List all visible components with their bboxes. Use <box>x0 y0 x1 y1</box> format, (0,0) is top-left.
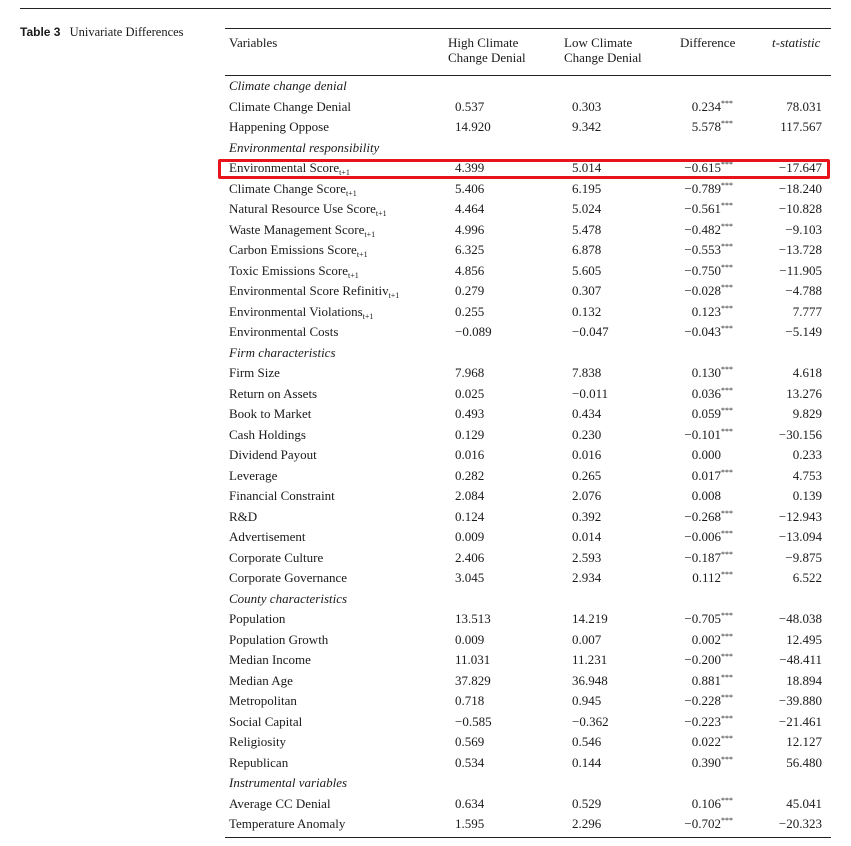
high-value: 4.856 <box>455 262 485 278</box>
high-value: 1.595 <box>455 816 485 831</box>
low-value: −0.011 <box>572 385 609 401</box>
table-row <box>225 425 831 446</box>
high-value: 7.968 <box>455 365 485 380</box>
low-value: 0.230 <box>572 426 602 442</box>
low-value: 0.434 <box>572 406 602 421</box>
difference-value: 5.578*** <box>691 119 733 134</box>
time-subscript: t+1 <box>375 209 387 218</box>
high-value: 6.325 <box>455 242 485 257</box>
low-value: 5.605 <box>572 262 602 278</box>
table-number: Table 3 <box>20 25 61 39</box>
low-value: 2.934 <box>572 570 602 585</box>
high-value: −0.089 <box>455 324 492 339</box>
difference-value: 0.022*** <box>691 734 733 749</box>
table-row <box>225 712 831 733</box>
difference-value: −0.615*** <box>684 160 733 175</box>
low-value: 11.231 <box>572 652 608 667</box>
difference-value: −0.561*** <box>684 201 733 216</box>
low-value: 0.392 <box>572 508 602 524</box>
table-row <box>225 281 831 302</box>
variable-name: Republican <box>229 754 289 770</box>
low-value: 2.076 <box>572 488 602 503</box>
low-value: 7.838 <box>572 365 602 380</box>
high-value: 0.009 <box>455 631 485 647</box>
low-value: 9.342 <box>572 119 602 134</box>
header-tstat: t-statistic <box>772 35 821 50</box>
univariate-table <box>225 28 831 838</box>
table-row <box>225 179 831 200</box>
t-statistic-value: 117.567 <box>780 119 822 134</box>
t-statistic-value: −20.323 <box>778 816 822 831</box>
difference-value: 0.234*** <box>691 98 733 114</box>
group-title: Climate change denial <box>229 78 347 93</box>
time-subscript: t+1 <box>362 311 374 321</box>
top-rule <box>20 8 831 9</box>
low-value: 0.007 <box>572 631 602 647</box>
variable-name: Corporate Culture <box>229 549 324 565</box>
difference-value: −0.750*** <box>684 262 733 278</box>
t-statistic-value: −10.828 <box>778 201 822 216</box>
table-row <box>225 302 831 323</box>
variable-name: Social Capital <box>229 713 303 729</box>
table-row <box>225 568 831 589</box>
table-row <box>225 322 831 343</box>
table-row <box>225 261 831 282</box>
high-value: 37.829 <box>455 672 491 688</box>
high-value: 2.084 <box>455 488 485 503</box>
difference-value: 0.008 <box>691 488 721 503</box>
low-value: 14.219 <box>572 611 608 626</box>
high-value: 0.634 <box>455 795 485 811</box>
low-value: 0.546 <box>572 734 602 749</box>
table-row <box>225 404 831 425</box>
table-row <box>225 117 831 138</box>
group-title: County characteristics <box>229 590 348 606</box>
difference-value: −0.553*** <box>684 242 733 257</box>
variable-name: R&D <box>229 508 258 524</box>
t-statistic-value: 45.041 <box>786 795 822 811</box>
high-value: 0.025 <box>455 385 485 401</box>
low-value: 0.303 <box>572 98 602 114</box>
low-value: 0.265 <box>572 467 602 483</box>
high-value: 4.996 <box>455 221 485 237</box>
t-statistic-value: −12.943 <box>778 508 822 524</box>
t-statistic-value: 56.480 <box>786 754 822 770</box>
difference-value: 0.036*** <box>691 385 733 401</box>
low-value: 5.024 <box>572 201 602 216</box>
t-statistic-value: 78.031 <box>786 98 822 114</box>
variable-name: Toxic Emissions Score$_{t+1}$ <box>229 262 359 280</box>
low-value: −0.047 <box>572 324 609 339</box>
table-row <box>225 794 831 815</box>
t-statistic-value: 0.233 <box>792 447 822 462</box>
high-value: 0.129 <box>455 426 485 442</box>
difference-value: 0.130*** <box>691 365 733 380</box>
header-high-denial: High Climate Change Denial <box>448 35 526 65</box>
t-statistic-value: −39.880 <box>778 693 822 708</box>
group-header <box>225 138 831 159</box>
t-statistic-value: 6.522 <box>792 570 822 585</box>
group-header <box>225 773 831 794</box>
variable-name: Natural Resource Use Score$_{t+1}$ <box>229 201 387 218</box>
low-value: 0.307 <box>572 283 602 298</box>
low-value: 0.144 <box>572 754 602 770</box>
time-subscript: t+1 <box>356 250 368 259</box>
variable-name: Leverage <box>229 467 278 483</box>
variable-name: Metropolitan <box>229 693 297 708</box>
variable-name: Environmental Score Refinitiv$_{t+1}$ <box>229 283 400 300</box>
high-value: 0.255 <box>455 303 485 319</box>
time-subscript: t+1 <box>339 168 350 177</box>
difference-value: −0.228*** <box>684 693 733 708</box>
t-statistic-value: 7.777 <box>792 303 822 319</box>
variable-name: Environmental Score$_{t+1}$ <box>229 160 350 177</box>
table-row <box>225 507 831 528</box>
difference-value: −0.043*** <box>684 324 733 339</box>
group-header <box>225 589 831 610</box>
variable-name: Advertisement <box>229 529 306 544</box>
high-value: 5.406 <box>455 180 485 196</box>
table-body <box>225 76 831 838</box>
t-statistic-value: −9.103 <box>785 221 822 237</box>
t-statistic-value: 4.618 <box>792 365 822 380</box>
t-statistic-value: −17.647 <box>778 160 822 175</box>
difference-value: −0.187*** <box>684 549 733 565</box>
variable-name: Cash Holdings <box>229 426 306 442</box>
variable-name: Book to Market <box>229 406 312 421</box>
group-title: Environmental responsibility <box>229 139 380 155</box>
high-value: 0.537 <box>455 98 485 114</box>
table-row <box>225 220 831 241</box>
table-bottom-rule <box>225 837 831 838</box>
high-value: 13.513 <box>455 611 491 626</box>
table-row <box>225 630 831 651</box>
t-statistic-value: −21.461 <box>778 713 822 729</box>
variable-name: Religiosity <box>229 734 287 749</box>
low-value: 6.195 <box>572 180 602 196</box>
t-statistic-value: 13.276 <box>786 385 822 401</box>
difference-value: −0.223*** <box>684 713 733 729</box>
difference-value: −0.702*** <box>684 816 733 831</box>
t-statistic-value: −13.094 <box>778 529 822 544</box>
table-row <box>225 732 831 753</box>
table-row <box>225 691 831 712</box>
variable-name: Waste Management Score$_{t+1}$ <box>229 221 376 239</box>
group-header <box>225 76 831 97</box>
table-row <box>225 527 831 548</box>
low-value: 6.878 <box>572 242 602 257</box>
low-value: −0.362 <box>572 713 609 729</box>
time-subscript: t+1 <box>388 291 400 300</box>
header-variables: Variables <box>229 35 278 50</box>
difference-value: −0.789*** <box>684 180 733 196</box>
header-low-denial: Low Climate Change Denial <box>564 35 642 65</box>
t-statistic-value: −9.875 <box>785 549 822 565</box>
high-value: 0.009 <box>455 529 485 544</box>
difference-value: 0.000 <box>691 447 721 462</box>
high-value: 0.016 <box>455 447 485 462</box>
difference-value: 0.017*** <box>691 467 733 483</box>
low-value: 5.478 <box>572 221 602 237</box>
high-value: 4.464 <box>455 201 485 216</box>
t-statistic-value: 18.894 <box>786 672 822 688</box>
difference-value: 0.106*** <box>691 795 733 811</box>
variable-name: Dividend Payout <box>229 447 317 462</box>
table-caption <box>20 25 184 40</box>
variable-name: Happening Oppose <box>229 119 330 134</box>
group-title: Firm characteristics <box>229 344 336 360</box>
variable-name: Climate Change Score$_{t+1}$ <box>229 180 357 198</box>
high-value: 0.493 <box>455 406 485 421</box>
variable-name: Financial Constraint <box>229 488 335 503</box>
high-value: 0.124 <box>455 508 485 524</box>
table-row <box>225 650 831 671</box>
table-header <box>225 29 831 75</box>
table-row <box>225 486 831 507</box>
difference-value: 0.390*** <box>691 754 733 770</box>
difference-value: 0.123*** <box>691 303 733 319</box>
variable-name: Median Age <box>229 672 293 688</box>
difference-value: −0.200*** <box>684 652 733 667</box>
low-value: 5.014 <box>572 160 602 175</box>
difference-value: 0.059*** <box>691 406 733 421</box>
time-subscript: t+1 <box>364 229 376 239</box>
t-statistic-value: −11.905 <box>779 262 822 278</box>
variable-name: Median Income <box>229 652 311 667</box>
variable-name: Environmental Violations$_{t+1}$ <box>229 303 374 321</box>
low-value: 2.593 <box>572 549 602 565</box>
table-row <box>225 466 831 487</box>
difference-value: 0.112*** <box>692 570 733 585</box>
difference-value: −0.705*** <box>684 611 733 626</box>
low-value: 0.529 <box>572 795 602 811</box>
t-statistic-value: 12.127 <box>786 734 822 749</box>
low-value: 0.945 <box>572 693 602 708</box>
t-statistic-value: 4.753 <box>792 467 822 483</box>
group-header <box>225 343 831 364</box>
high-value: 0.282 <box>455 467 485 483</box>
table-row <box>225 363 831 384</box>
high-value: 3.045 <box>455 570 485 585</box>
t-statistic-value: −48.038 <box>778 611 822 626</box>
variable-name: Environmental Costs <box>229 324 339 339</box>
variable-name: Population <box>229 611 286 626</box>
difference-value: −0.101*** <box>684 426 733 442</box>
difference-value: −0.028*** <box>684 283 733 298</box>
difference-value: −0.482*** <box>684 221 733 237</box>
highlight-box-environmental-score <box>218 159 830 179</box>
t-statistic-value: −4.788 <box>785 283 822 298</box>
high-value: 2.406 <box>455 549 485 565</box>
high-value: 4.399 <box>455 160 485 175</box>
time-subscript: t+1 <box>347 270 359 280</box>
variable-name: Temperature Anomaly <box>229 816 346 831</box>
table-row <box>225 548 831 569</box>
low-value: 36.948 <box>572 672 608 688</box>
low-value: 0.014 <box>572 529 602 544</box>
table-row <box>225 814 831 835</box>
t-statistic-value: −48.411 <box>779 652 822 667</box>
variable-name: Climate Change Denial <box>229 98 352 114</box>
variable-name: Carbon Emissions Score$_{t+1}$ <box>229 242 368 259</box>
variable-name: Corporate Governance <box>229 570 348 585</box>
difference-value: −0.268*** <box>684 508 733 524</box>
table-row <box>225 384 831 405</box>
high-value: 0.534 <box>455 754 485 770</box>
header-difference: Difference <box>680 35 736 50</box>
table-title: Univariate Differences <box>69 25 184 39</box>
time-subscript: t+1 <box>345 188 357 198</box>
t-statistic-value: −18.240 <box>778 180 822 196</box>
difference-value: 0.002*** <box>691 631 733 647</box>
variable-name: Return on Assets <box>229 385 318 401</box>
t-statistic-value: 9.829 <box>792 406 822 421</box>
high-value: 0.718 <box>455 693 485 708</box>
t-statistic-value: −13.728 <box>778 242 822 257</box>
t-statistic-value: −30.156 <box>778 426 822 442</box>
high-value: 0.569 <box>455 734 485 749</box>
table-row <box>225 240 831 261</box>
high-value: 11.031 <box>455 652 491 667</box>
table-row <box>225 753 831 774</box>
t-statistic-value: 0.139 <box>792 488 822 503</box>
table-row <box>225 199 831 220</box>
group-title: Instrumental variables <box>229 775 348 790</box>
variable-name: Firm Size <box>229 365 280 380</box>
difference-value: 0.881*** <box>691 672 733 688</box>
low-value: 0.132 <box>572 303 602 319</box>
difference-value: −0.006*** <box>684 529 733 544</box>
table-row <box>225 609 831 630</box>
t-statistic-value: −5.149 <box>785 324 822 339</box>
table-row <box>225 97 831 118</box>
high-value: −0.585 <box>455 713 492 729</box>
variable-name: Population Growth <box>229 631 329 647</box>
low-value: 0.016 <box>572 447 602 462</box>
table-row <box>225 445 831 466</box>
t-statistic-value: 12.495 <box>786 631 822 647</box>
table-row <box>225 671 831 692</box>
variable-name: Average CC Denial <box>229 795 331 811</box>
high-value: 0.279 <box>455 283 485 298</box>
low-value: 2.296 <box>572 816 602 831</box>
high-value: 14.920 <box>455 119 491 134</box>
